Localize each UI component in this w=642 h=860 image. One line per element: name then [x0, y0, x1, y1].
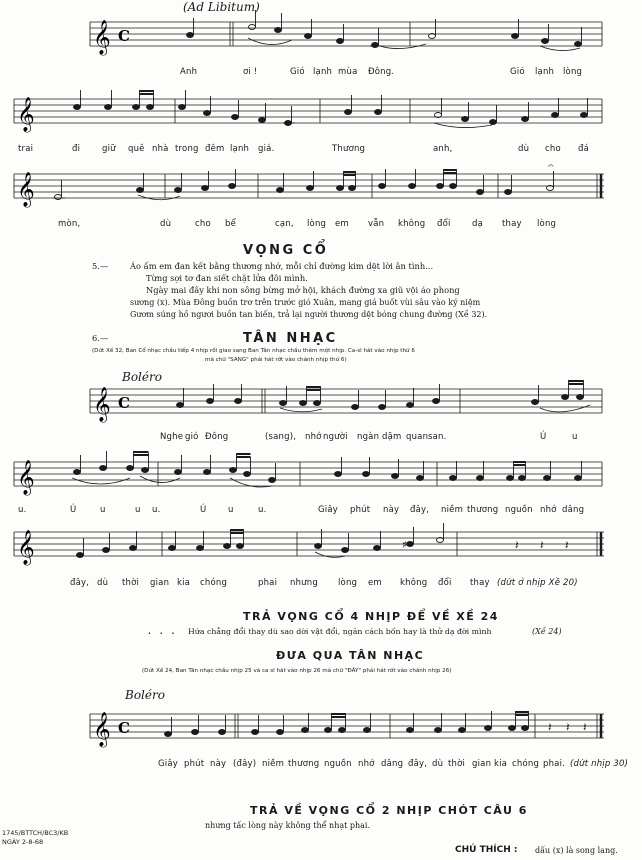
- lyric: này: [383, 505, 400, 515]
- treble-clef-icon: 𝄞: [93, 20, 111, 55]
- verse-line: sương (x). Mùa Đông buồn trơ trên trước gió Xuân, mang giá buốt vùi sâu vào ký niệm: [130, 298, 481, 307]
- performance-note: (Dứt Xề 32, Ban Cổ nhạc chầu tiếp 4 nhịp rồi giao sang Ban Tân nhạc chầu thêm một nhịp. Ca-sĩ hát vào nhịp thứ 6: [92, 348, 415, 354]
- lyric: lòng: [537, 219, 557, 229]
- footnote-label: CHÚ THÍCH :: [455, 845, 518, 855]
- lyric: u: [228, 505, 234, 515]
- lyric: không: [400, 578, 428, 588]
- lyric: quê: [128, 144, 145, 154]
- lyric: phai.: [543, 759, 566, 769]
- lyrics-row-7: [0, 759, 642, 773]
- lyric: người: [323, 432, 348, 442]
- verse-line: Hứa chẳng đổi thay dù sao dời vật đổi, ngăn cách bốn hay là thử dạ đời mình: [188, 627, 492, 636]
- lyrics-row-4: [0, 432, 642, 446]
- lyric: (đây): [233, 759, 257, 769]
- lyric: thay: [470, 578, 490, 588]
- lyric: nhớ: [305, 432, 322, 442]
- lyric: (sang),: [265, 432, 297, 442]
- lyrics-row-1: [0, 67, 642, 81]
- lyrics-row-6: [0, 578, 642, 592]
- lyric: gió: [185, 432, 199, 442]
- lyric: Đông: [205, 432, 229, 442]
- lyric: gian: [150, 578, 170, 588]
- lyric: thời: [448, 759, 466, 769]
- music-staff-4: [0, 375, 642, 430]
- lyric: san.: [428, 432, 447, 442]
- lyric: bể: [225, 219, 237, 229]
- lyric: không: [398, 219, 426, 229]
- verse-line: Gươm súng hồ ngươi buồn tan biến, trả lại người thương dệt bóng chung đường (Xề 32).: [130, 310, 488, 319]
- section-title-tan-nhac: TÂN NHẠC: [243, 331, 338, 346]
- treble-clef-icon: 𝄞: [17, 97, 35, 132]
- lyric: Ú: [200, 505, 207, 515]
- music-staff-3: [0, 160, 642, 215]
- tempo-marking-ad-libitum: (Ad Libitum): [183, 0, 260, 14]
- lyric: cạn,: [275, 219, 294, 229]
- section-title-dua-qua-tan-nhac: ĐƯA QUA TÂN NHẠC: [276, 649, 425, 662]
- lyric: nhớ: [540, 505, 557, 515]
- lyric: u: [572, 432, 578, 442]
- lyric: thay: [502, 219, 522, 229]
- lyric: giữ: [102, 144, 116, 154]
- lyric: Giây: [158, 759, 178, 769]
- section-title-vong-co: VỌNG CỔ: [243, 243, 329, 258]
- lyric: giá.: [258, 144, 275, 154]
- lyric: Gió: [510, 67, 525, 77]
- lyric: em: [368, 578, 382, 588]
- lyric: nguồn: [505, 505, 533, 515]
- lyric: Thương: [332, 144, 366, 154]
- lyric: u.: [152, 505, 161, 515]
- lyric: gian: [472, 759, 492, 769]
- common-time-icon: C: [118, 27, 130, 45]
- end-marker: (dứt ở nhịp Xề 20): [497, 578, 578, 588]
- lyric: niềm: [262, 759, 285, 769]
- sharp-icon: ♯: [402, 540, 407, 551]
- lyric: đi: [72, 144, 81, 154]
- note: [187, 33, 194, 38]
- lyric: mòn,: [58, 219, 81, 229]
- performance-note: mà chữ "SANG" phải hát rớt vào chánh nhịp thứ 6): [205, 357, 347, 363]
- lyric: thương: [288, 759, 320, 769]
- lyric: thương: [467, 505, 499, 515]
- lyric: dù: [97, 578, 109, 588]
- lyric: dù: [518, 144, 530, 154]
- lyrics-row-2: [0, 144, 642, 158]
- verse-line: nhưng tấc lòng này không thể nhạt phai.: [205, 821, 371, 830]
- lyric: cho: [545, 144, 561, 154]
- lyric: dù: [160, 219, 172, 229]
- lyric: đêm: [205, 144, 225, 154]
- rest-icon: 𝄽: [515, 538, 519, 552]
- verse-line: Áo ấm em đan kết bằng thương nhớ, mỗi chỉ đường kim dệt lời ân tình...: [130, 261, 434, 271]
- lyric: này: [210, 759, 227, 769]
- section-number-5: 5.—: [92, 261, 109, 271]
- tempo-marking-bolero: Boléro: [125, 688, 165, 702]
- lyric: đá: [578, 144, 590, 154]
- lyric: u: [100, 505, 106, 515]
- lyric: lòng: [338, 578, 358, 588]
- lyric: u.: [258, 505, 267, 515]
- lyric: kia: [494, 759, 508, 769]
- rest-icon: 𝄽: [565, 538, 569, 552]
- rest-icon: 𝄽: [566, 720, 570, 734]
- lyric: lạnh: [313, 67, 333, 77]
- treble-clef-icon: 𝄞: [17, 530, 35, 565]
- lyric: Giây: [318, 505, 338, 515]
- lyric: Ú: [70, 505, 77, 515]
- lyric: em: [335, 219, 349, 229]
- section-title-tra-ve-vong-co: TRẢ VỀ VỌNG CỔ 2 NHỊP CHÓT CÂU 6: [250, 804, 528, 817]
- treble-clef-icon: 𝄞: [17, 172, 35, 207]
- verse-line: Ngày mai đây khi non sông bừng mở hội, khách đường xa giũ vội áo phong: [146, 285, 460, 295]
- lyric: đây,: [70, 578, 90, 588]
- fermata-icon: 𝄐: [548, 161, 554, 172]
- lyrics-row-3: [0, 219, 642, 233]
- print-date: NGÀY 2-8-68: [2, 838, 44, 846]
- lyric: Gió: [290, 67, 305, 77]
- treble-clef-icon: 𝄞: [93, 387, 111, 422]
- lyric: lòng: [563, 67, 583, 77]
- lyric: quan: [406, 432, 429, 442]
- music-staff-7: [0, 700, 642, 755]
- lyric: nhớ: [358, 759, 375, 769]
- lyric: trong: [175, 144, 199, 154]
- lyrics-row-5: [0, 505, 642, 519]
- common-time-icon: C: [118, 719, 130, 737]
- lyric: niềm: [441, 505, 464, 515]
- lyric: kia: [177, 578, 191, 588]
- rest-icon: 𝄽: [540, 538, 544, 552]
- lyric: nhà: [152, 144, 169, 154]
- lyric: dù: [432, 759, 444, 769]
- lyric: chóng: [200, 578, 228, 588]
- lyric: ơi !: [243, 67, 258, 77]
- lyric: cho: [195, 219, 211, 229]
- lyric: trai: [18, 144, 34, 154]
- lyric: thời: [122, 578, 140, 588]
- rest-icon: 𝄽: [548, 720, 552, 734]
- footnote-text: dấu (x) là song lang.: [535, 846, 618, 855]
- lyric: dạ: [472, 219, 484, 229]
- section-number-6: 6.—: [92, 333, 109, 343]
- lyric: phút: [350, 505, 371, 515]
- lyric: vẫn: [368, 219, 385, 229]
- performance-note: (Dứt Xề 24, Ban Tân nhạc chầu nhịp 25 và ca sĩ hát vào nhịp 26 mà chữ "ĐÂY" phải hát rớt vào chánh nhịp 26): [142, 668, 452, 674]
- lyric: Nghe: [160, 432, 184, 442]
- lyric: dặm: [382, 432, 402, 442]
- end-marker: (dứt nhịp 30): [570, 759, 629, 769]
- treble-clef-icon: 𝄞: [17, 460, 35, 495]
- lyric: ngàn: [357, 432, 380, 442]
- rest-icon: 𝄽: [583, 720, 587, 734]
- lyric: nhưng: [290, 578, 318, 588]
- lyric: lòng: [307, 219, 327, 229]
- print-code: 1745/BTTCH/BC3/KB: [2, 829, 69, 837]
- lyric: anh,: [433, 144, 453, 154]
- lyric: Đông.: [368, 67, 395, 77]
- lyric: Anh: [180, 67, 198, 77]
- music-staff-1: [0, 8, 642, 68]
- lyric: lạnh: [535, 67, 555, 77]
- lyric: dâng: [381, 759, 404, 769]
- music-staff-5: [0, 448, 642, 503]
- music-staff-2: [0, 85, 642, 140]
- lyric: Ú: [540, 432, 547, 442]
- treble-clef-icon: 𝄞: [93, 712, 111, 747]
- end-marker: (Xề 24): [532, 627, 562, 636]
- section-title-tra-vong-co: TRẢ VỌNG CỔ 4 NHỊP ĐỂ VỀ XỀ 24: [243, 610, 499, 623]
- lyric: đổi: [438, 578, 452, 588]
- lyric: chóng: [512, 759, 540, 769]
- music-staff-6: [0, 518, 642, 576]
- lyric: u: [135, 505, 141, 515]
- lyric: u.: [18, 505, 27, 515]
- lyric: mùa: [338, 67, 358, 77]
- lyric: lạnh: [230, 144, 250, 154]
- tempo-marking-bolero: Boléro: [122, 370, 162, 384]
- common-time-icon: C: [118, 394, 130, 412]
- lyric: đây,: [408, 759, 428, 769]
- lyric: nguồn: [324, 759, 352, 769]
- lyric: đổi: [437, 219, 451, 229]
- ellipsis: . . .: [148, 626, 178, 636]
- verse-line: Từng sợi tơ đan siết chặt lửa đôi mình.: [146, 273, 308, 283]
- lyric: dâng: [562, 505, 585, 515]
- lyric: đây,: [410, 505, 430, 515]
- lyric: phai: [258, 578, 278, 588]
- lyric: phút: [184, 759, 205, 769]
